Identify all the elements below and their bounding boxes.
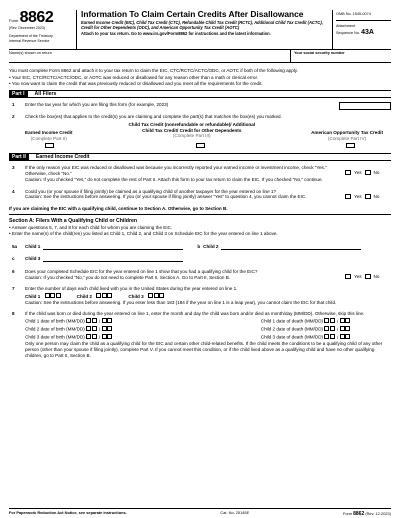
child3-days-label: Child 3 xyxy=(128,293,144,299)
line7-caution: Caution: See the instructions before answering. If you enter less than 183 (184 if the year on line 1 is a leap year), you cannot claim the EIC for that child. xyxy=(25,299,337,305)
name-row xyxy=(9,50,391,63)
child2-death-input[interactable]: / xyxy=(324,326,351,333)
line-1 xyxy=(9,102,391,110)
credit-checkboxes xyxy=(45,143,391,148)
closing-note: Only one person may claim the child as a qualifying child for the EIC and certain other child-related benefits. If the child meets the conditions to be a qualifying child of any other person (other than your spouse if filing jointly), complete Part V. If you cannot meet this condition, or if the child lived above as a qualifying child and have no other qualifying children, go to Part II, Section B. xyxy=(25,341,383,358)
attachment-sequence xyxy=(336,21,391,37)
line4-yes-checkbox[interactable] xyxy=(345,194,351,199)
line6-yes-checkbox[interactable] xyxy=(345,274,351,279)
part2-tag: Part II xyxy=(9,154,29,161)
line-8 xyxy=(9,311,391,358)
part2-title: Earned Income Credit xyxy=(35,154,90,161)
line6-body xyxy=(25,269,341,280)
line-3 xyxy=(9,165,391,182)
line-4 xyxy=(9,189,391,200)
credit-aotc xyxy=(311,130,383,141)
line8-text: If the child was born or died during the year entered on line 1, enter the month and day the child was born and/or died as month/day (MM/DD). Otherwise, skip this line. xyxy=(25,311,365,317)
ssn-field[interactable]: Your social security number xyxy=(294,51,345,55)
dates-row-1 xyxy=(25,318,391,325)
ctc-checkbox[interactable] xyxy=(196,143,205,148)
line4-caution: Caution: See the instructions before answering. If you (or your spouse if filing jointly) answer “Yes” to question 4, you cannot claim the EIC. xyxy=(25,194,307,200)
line3-yes-no xyxy=(345,170,391,182)
form-revision: (Rev. December 2023) xyxy=(9,26,46,30)
form-header xyxy=(9,10,391,50)
footer-revision: (Rev. 12-2023) xyxy=(365,510,391,516)
credit-aotc-part: (Complete Part IV) xyxy=(328,135,367,141)
yes-label: Yes xyxy=(354,273,362,279)
credit-eic xyxy=(25,130,72,141)
child3-death-input[interactable]: / xyxy=(324,334,351,341)
line8-body xyxy=(25,311,391,358)
part2-header xyxy=(9,153,391,161)
section-a-title: Section A: Filers With a Qualifying Child or Children xyxy=(9,217,138,224)
child1-days-label: Child 1 xyxy=(25,293,41,299)
intro-bullet-2: • You now want to claim the credit that was previously reduced or disallowed and you meet all the requirements for the credit. xyxy=(9,81,263,87)
child1-name-input[interactable] xyxy=(43,244,183,250)
aotc-checkbox[interactable] xyxy=(346,143,355,148)
credit-eic-part: (Complete Part II) xyxy=(30,135,67,141)
intro-bullet-1: • Your EIC, CTC/RCTC/ACTC/ODC, or AOTC was reduced or disallowed for any reason other than a math or clerical error. xyxy=(9,74,258,80)
line3-text: If the only reason your EIC was reduced or disallowed was because you incorrectly reported your earned income or investment income, check “Yes.” Otherwise, check “No.” xyxy=(25,165,327,177)
dates-row-2 xyxy=(25,326,391,333)
child2-name-input[interactable] xyxy=(221,244,361,250)
line-number: 7 xyxy=(12,286,15,292)
intro-para: You must complete Form 8862 and attach it to your tax return to claim the EIC, CTC/RCTC/ACTC/ODC, or AOTC if both of the following apply. xyxy=(9,68,299,73)
line1-text: Enter the tax year for which you are filing this form (for example, 2023) xyxy=(25,102,169,108)
line-c-label: c xyxy=(12,256,15,262)
section-a-bullet-2: • Enter the name(s) of the child(ren) you listed as Child 1, Child 2, and Child 3 on Schedule EIC for the year entered on line 1 above. xyxy=(9,231,278,237)
form-subtitle: Earned Income Credit (EIC), Child Tax Credit (CTC), Refundable Child Tax Credit (RCTC), Additional Child Tax Credit (ACTC), Credit for Other Dependents (ODC), and American Opportunity Tax Credit (AOTC) xyxy=(81,19,323,30)
sequence-label: Sequence No. xyxy=(336,30,361,35)
no-label: No xyxy=(373,273,380,279)
dates-row-3 xyxy=(25,334,391,341)
line-7 xyxy=(9,286,391,305)
footer-form-id xyxy=(343,511,391,517)
line2-text: Check the box(es) that applies to the credit(s) you are claiming and complete the part(s) that matches the box(es) you marked. xyxy=(25,114,282,120)
line3-yes-checkbox[interactable] xyxy=(345,170,351,175)
credit-ctc-part: (Complete Part III) xyxy=(173,133,211,139)
part1-header xyxy=(9,90,391,98)
no-label: No xyxy=(373,193,380,199)
attach-instruction: Attach to your tax return. Go to www.irs.gov/Form8862 for instructions and the latest information. xyxy=(81,30,271,36)
line3-caution: Caution: If you checked “Yes,” do not complete the rest of Part II. Attach this form to your tax return to claim the EIC. If you checked “No,” continue. xyxy=(25,176,323,182)
child1-birth-label: Child 1 date of birth (MM/DD) xyxy=(25,318,85,324)
department: Department of the Treasury xyxy=(9,34,53,39)
name-field[interactable]: Name(s) shown on return xyxy=(9,50,291,62)
child3-birth-label: Child 3 date of birth (MM/DD) xyxy=(25,334,85,340)
line-number: 1 xyxy=(12,102,15,108)
sequence-number: 43A xyxy=(361,28,374,36)
form-footer xyxy=(9,508,391,517)
days-row xyxy=(25,293,391,300)
line-number: 4 xyxy=(12,188,15,194)
footer-form-label: Form xyxy=(342,510,353,516)
line-number: 3 xyxy=(12,165,15,171)
credit-ctc-name: Child Tax Credit (nonrefundable or refundable)/ Additional Child Tax Credit/ Credit for Other Dependents xyxy=(128,121,256,133)
intro-text xyxy=(9,68,391,87)
line7-body xyxy=(25,286,391,305)
credit-options xyxy=(25,122,391,141)
line-text xyxy=(25,102,335,110)
line6-no-checkbox[interactable] xyxy=(365,274,371,279)
child2-days-label: Child 2 xyxy=(76,293,92,299)
attachment-label: Attachment xyxy=(336,24,356,28)
child1-birth-input[interactable]: / xyxy=(86,318,113,325)
credit-ctc xyxy=(127,122,257,141)
line-number: 6 xyxy=(12,268,15,274)
line-number: 5a xyxy=(12,244,18,250)
tax-year-input[interactable] xyxy=(339,102,391,110)
child3-death-label: Child 3 date of death (MM/DD) xyxy=(260,334,324,340)
no-label: No xyxy=(373,170,380,176)
section-a-bullet-1: • Answer questions 5, 7, and 8 for each child for whom you are claiming the EIC. xyxy=(9,224,173,230)
form-id-block xyxy=(9,10,77,49)
child1-days-input[interactable] xyxy=(45,293,62,300)
line-2 xyxy=(9,114,391,120)
line-number: 2 xyxy=(12,114,15,120)
line6-caution: Caution: If you checked “No,” you do not need to complete Part II, Section A. Go to Part II, Section B. xyxy=(25,274,231,280)
child1-death-label: Child 1 date of death (MM/DD) xyxy=(260,318,324,324)
child1-label: Child 1 xyxy=(25,244,41,250)
form-title: Information To Claim Certain Credits After Disallowance xyxy=(81,9,304,19)
line-6 xyxy=(9,269,391,280)
irs-label: Internal Revenue Service xyxy=(9,38,50,43)
form-number: 8862 xyxy=(19,9,54,26)
routing-note: If you are claiming the EIC with a qualifying child, continue to Section A. Otherwise, go to Section B. xyxy=(9,206,391,215)
line-number: 8 xyxy=(12,311,15,317)
yes-label: Yes xyxy=(354,193,362,199)
line-5c xyxy=(9,256,391,262)
omb-number: OMB No. 1545-0074 xyxy=(336,10,391,21)
paperwork-notice: For Paperwork Reduction Act Notice, see separate instructions. xyxy=(9,509,127,515)
child2-birth-label: Child 2 date of birth (MM/DD) xyxy=(25,326,85,332)
omb-block xyxy=(333,10,391,49)
line-5ab xyxy=(9,244,391,250)
catalog-number: Cat. No. 25145E xyxy=(220,509,250,515)
line4-text: Could you (or your spouse if filing jointly) be claimed as a qualifying child of another taxpayer for the year entered on line 1? xyxy=(25,188,277,194)
child2-birth-input[interactable]: / xyxy=(86,326,113,333)
child2-label: Child 2 xyxy=(203,244,219,250)
line7-text: Enter the number of days each child lived with you in the United States during the year entered on line 1. xyxy=(25,286,238,292)
child3-label: Child 3 xyxy=(25,256,41,262)
line4-body xyxy=(25,189,341,200)
line6-yes-no xyxy=(345,274,391,280)
child2-death-label: Child 2 date of death (MM/DD) xyxy=(260,326,324,332)
line-b-label: b xyxy=(197,244,201,250)
line3-no-checkbox[interactable] xyxy=(365,170,371,175)
child3-birth-input[interactable]: / xyxy=(86,334,113,341)
part1-title: All Filers xyxy=(34,90,57,97)
footer-form-number: 8862 xyxy=(353,510,365,517)
line6-text: Does your completed Schedule EIC for the year entered on line 1 show that you had a qualifying child for the EIC? xyxy=(25,268,258,274)
credit-aotc-name: American Opportunity Tax Credit xyxy=(311,129,383,135)
child3-days-input[interactable] xyxy=(148,293,165,300)
line4-no-checkbox[interactable] xyxy=(365,194,371,199)
form-word: Form xyxy=(9,18,19,23)
section-a-bullets xyxy=(9,225,391,237)
line3-body xyxy=(25,165,341,182)
child1-death-input[interactable]: / xyxy=(324,318,351,325)
child2-days-input[interactable] xyxy=(96,293,113,300)
credit-eic-name: Earned Income Credit xyxy=(25,129,73,135)
yes-label: Yes xyxy=(354,170,362,176)
eic-checkbox[interactable] xyxy=(45,143,54,148)
line4-yes-no xyxy=(345,194,391,200)
child3-name-input[interactable] xyxy=(43,256,183,262)
part1-tag: Part I xyxy=(9,91,28,98)
form-title-block xyxy=(77,10,333,49)
